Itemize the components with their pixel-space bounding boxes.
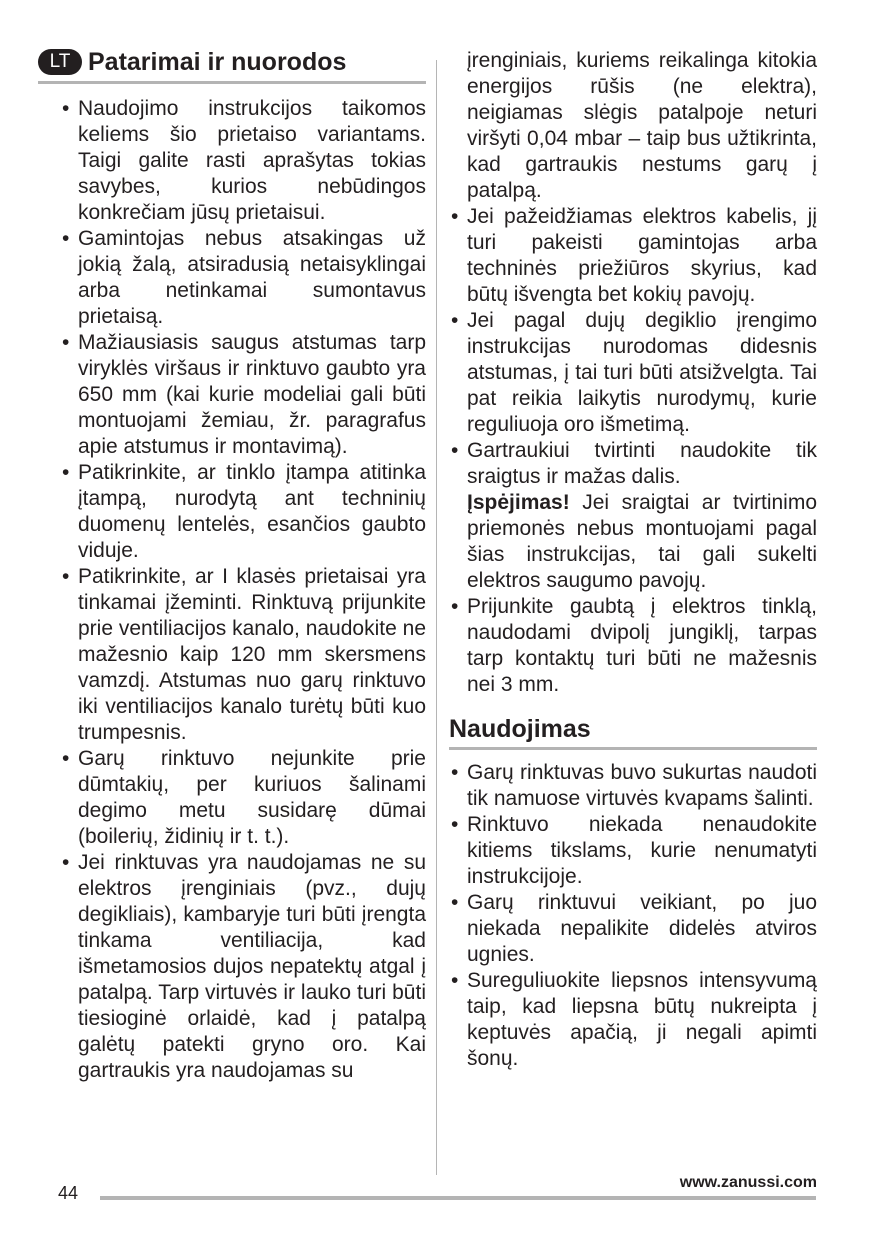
- list-item: • Rinktuvo niekada nenaudokite kitiems tikslams, kurie nenumatyti instrukcijoje.: [449, 812, 817, 890]
- warning-text: Jei sraigtai ar tvirtinimo priemonės nebus montuojami pagal šias instrukcijas, tai gali sukelti elektros saugumo pavojų.: [467, 491, 817, 592]
- warning-paragraph: [449, 490, 817, 594]
- warning-label: Įspėjimas!: [467, 491, 570, 514]
- footer-url: www.zanussi.com: [679, 1174, 817, 1191]
- right-column: [449, 48, 817, 1072]
- list-item: • Mažiausiasis saugus atstumas tarp viryklės viršaus ir rinktuvo gaubto yra 650 mm (kai kurie modeliai gali būti montuojami žemiau, žr. paragrafus apie atstumus ir montavimą).: [60, 330, 426, 460]
- list-item: • Prijunkite gaubtą į elektros tinklą, naudodami dvipolį jungiklį, tarpas tarp kontaktų turi būti ne mažesnis nei 3 mm.: [449, 594, 817, 698]
- usage-heading: Naudojimas: [449, 713, 817, 750]
- section-title: Patarimai ir nuorodos: [88, 48, 347, 76]
- list-item: • Jei pagal dujų degiklio įrengimo instrukcijas nurodomas didesnis atstumas, į tai turi būti atsižvelgta. Tai pat reikia laikytis nurodymų, kurie reguliuoja oro išmetimą.: [449, 308, 817, 438]
- list-item: • Garų rinktuvo nejunkite prie dūmtakių, per kuriuos šalinami degimo metu susidarę dūmai (boilerių, židinių ir t. t.).: [60, 746, 426, 850]
- list-item: • Jei pažeidžiamas elektros kabelis, jį turi pakeisti gamintojas arba techninės priežiūros skyrius, kad būtų išvengta bet kokių pavojų.: [449, 204, 817, 308]
- list-item: • Patikrinkite, ar tinklo įtampa atitinka įtampą, nurodytą ant techninių duomenų lentelės, esančios gaubto viduje.: [60, 460, 426, 564]
- list-item: • Gartraukiui tvirtinti naudokite tik sraigtus ir mažas dalis.: [449, 438, 817, 490]
- language-badge: LT: [38, 49, 82, 75]
- list-item: • Jei rinktuvas yra naudojamas ne su elektros įrenginiais (pvz., dujų degikliais), kambaryje turi būti įrengta tinkama ventiliacija, kad išmetamosios dujos nepatektų atgal į patalpą. Tarp virtuvės ir lauko turi būti tiesioginė orlaidė, kad į patalpą galėtų patekti gryno oro. Kai gartraukis yra naudojamas su: [60, 850, 426, 1084]
- left-column: [38, 46, 426, 1084]
- tips-list: [60, 96, 426, 1084]
- page-number: 44: [58, 1183, 79, 1203]
- list-item: • Sureguliuokite liepsnos intensyvumą taip, kad liepsna būtų nukreipta į keptuvės apačią, ji negali apimti šonų.: [449, 968, 817, 1072]
- tips-list-continued: [449, 204, 817, 490]
- list-item: • Patikrinkite, ar I klasės prietaisai yra tinkamai įžeminti. Rinktuvą prijunkite prie ventiliacijos kanalo, naudokite ne mažesnio kaip 120 mm skersmens vamzdį. Atstumas nuo garų rinktuvo iki ventiliacijos kanalo turėtų būti kuo trumpesnis.: [60, 564, 426, 746]
- column-divider: [436, 60, 437, 1175]
- footer-rule: [100, 1196, 816, 1200]
- list-item: • Naudojimo instrukcijos taikomos keliems šio prietaiso variantams. Taigi galite rasti aprašytas tokias savybes, kurios nebūdingos konkrečiam jūsų prietaisui.: [60, 96, 426, 226]
- list-item: • Garų rinktuvui veikiant, po juo niekada nepalikite didelės atviros ugnies.: [449, 890, 817, 968]
- section-heading: [38, 46, 426, 84]
- usage-list: [449, 760, 817, 1072]
- list-item: • Gamintojas nebus atsakingas už jokią žalą, atsiradusią netaisyklingai arba netinkamai sumontavus prietaisą.: [60, 226, 426, 330]
- tips-list-final: [449, 594, 817, 698]
- continued-paragraph: įrenginiais, kuriems reikalinga kitokia energijos rūšis (ne elektra), neigiamas slėgis patalpoje neturi viršyti 0,04 mbar – taip bus užtikrinta, kad gartraukis nestums garų į patalpą.: [467, 49, 817, 202]
- list-item: • Garų rinktuvas buvo sukurtas naudoti tik namuose virtuvės kvapams šalinti.: [449, 760, 817, 812]
